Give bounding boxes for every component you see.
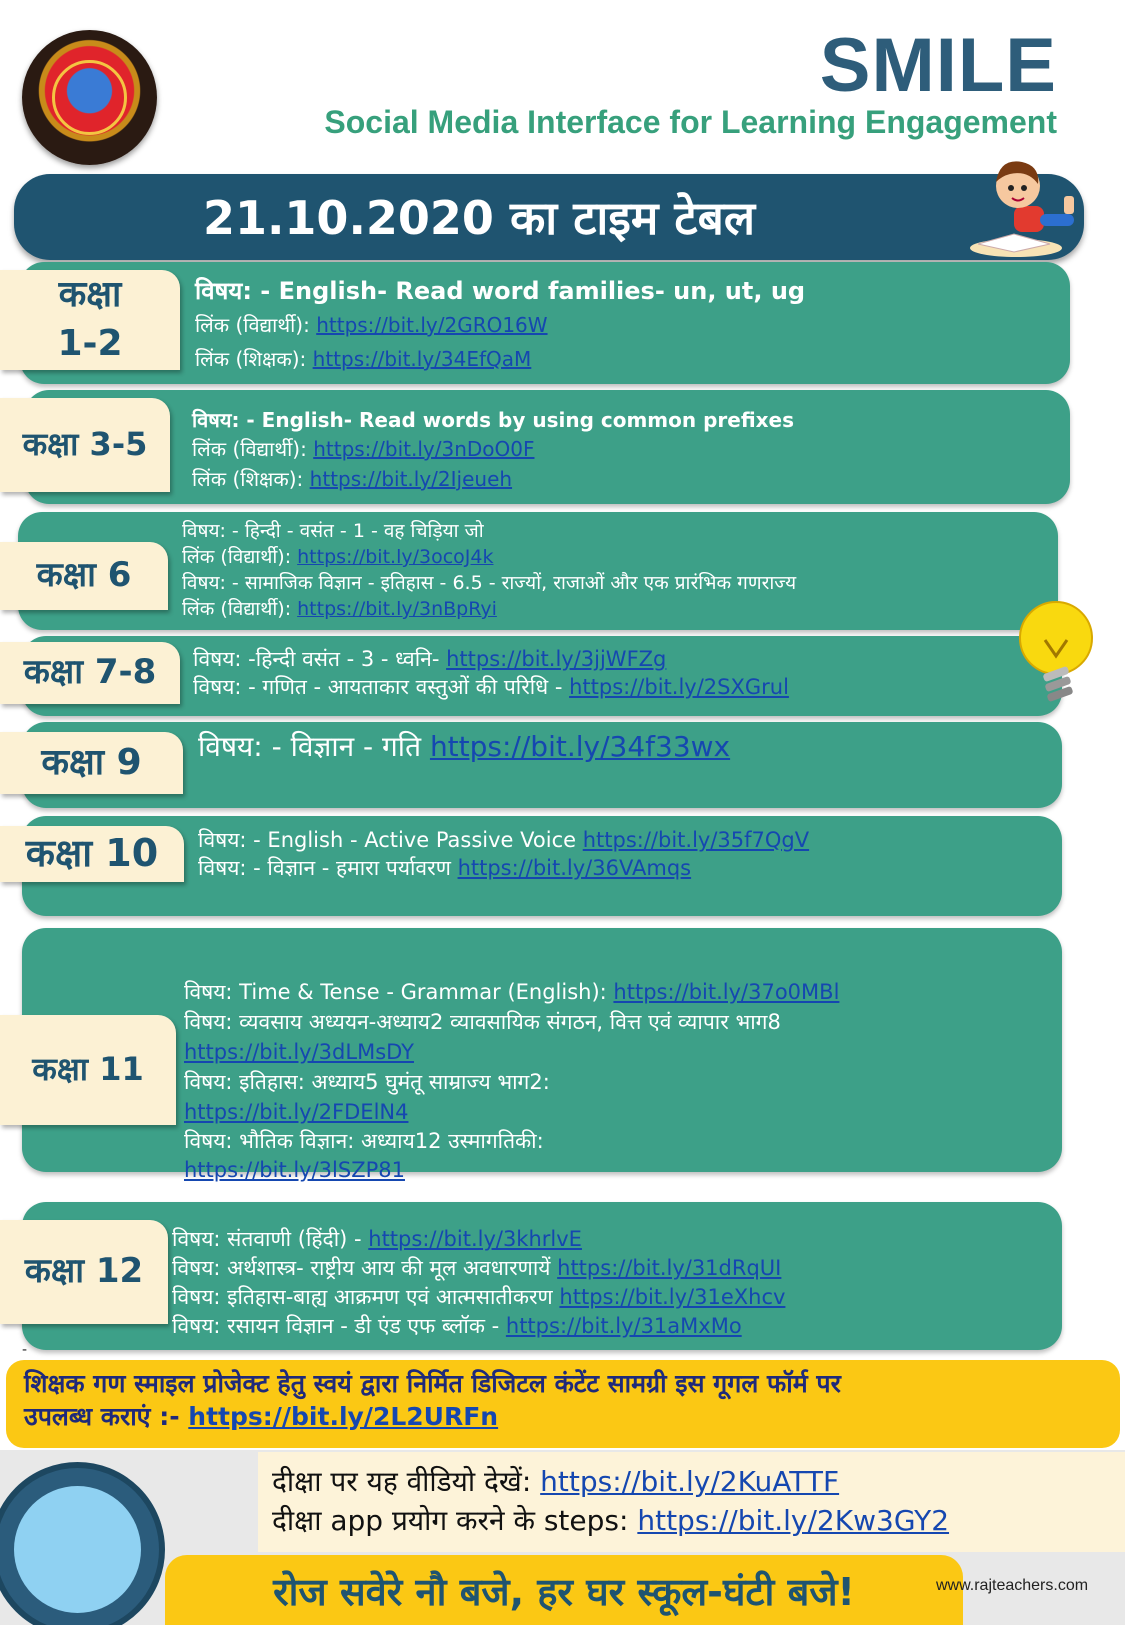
- notice-form-link[interactable]: https://bit.ly/2L2URFn: [188, 1401, 499, 1431]
- subject-line: [172, 1283, 785, 1312]
- class-badge-label: 1-2: [57, 323, 123, 364]
- class-badge-label: कक्षा 12: [24, 1251, 144, 1292]
- class-subject-lines: [198, 730, 730, 764]
- subject-line: [195, 274, 805, 308]
- subject-text: लिंक (विद्यार्थी):: [182, 598, 298, 620]
- subject-line: [192, 464, 794, 494]
- timetable-title: 21.10.2020 का टाइम टेबल: [202, 191, 756, 245]
- subject-line: [195, 342, 805, 376]
- subject-line: [184, 1127, 839, 1156]
- class-badge-label: कक्षा 10: [25, 831, 159, 876]
- subject-text: लिंक (विद्यार्थी):: [182, 546, 298, 568]
- teacher-notice: [6, 1360, 1120, 1448]
- subject-text: विषय: - गणित - आयताकार वस्तुओं की परिधि -: [193, 675, 570, 699]
- subject-link[interactable]: https://bit.ly/3lSZP81: [184, 1158, 405, 1182]
- smile-subtitle: Social Media Interface for Learning Engagement: [324, 104, 1057, 140]
- subject-line: [182, 544, 796, 570]
- timetable-header: [14, 174, 1084, 260]
- subject-line: [184, 978, 839, 1007]
- subject-line: [192, 406, 794, 434]
- class-badge-label: कक्षा 7-8: [23, 652, 157, 693]
- subject-link[interactable]: https://bit.ly/3dLMsDY: [184, 1040, 414, 1064]
- subject-text: विषय: रसायन विज्ञान - डी एंड एफ ब्लॉक -: [172, 1314, 506, 1338]
- diksha-steps-link[interactable]: https://bit.ly/2Kw3GY2: [637, 1504, 950, 1538]
- diksha-links: [258, 1452, 1125, 1552]
- class-badge: [0, 826, 184, 882]
- class-badge: [0, 398, 170, 492]
- subject-line: [184, 1038, 839, 1067]
- subject-line: [184, 1007, 839, 1038]
- subject-text: विषय: अर्थशास्त्र- राष्ट्रीय आय की मूल अवधारणायें: [172, 1256, 558, 1280]
- subject-text: विषय: - सामाजिक विज्ञान - इतिहास - 6.5 - राज्यों, राजाओं और एक प्रारंभिक गणराज्य: [182, 572, 797, 594]
- subject-line: [172, 1254, 785, 1283]
- subject-link[interactable]: https://bit.ly/37o0MBl: [613, 980, 840, 1004]
- subject-line: [198, 826, 809, 854]
- class-subject-lines: [193, 645, 789, 701]
- subject-line: [172, 1225, 785, 1254]
- subject-link[interactable]: https://bit.ly/3ocoJ4k: [297, 546, 494, 568]
- subject-link[interactable]: https://bit.ly/34EfQaM: [312, 347, 532, 371]
- class-badge-label: कक्षा 3-5: [22, 425, 148, 464]
- subject-link[interactable]: https://bit.ly/3nBpRyi: [297, 598, 497, 620]
- subject-link[interactable]: https://bit.ly/2GRO16W: [316, 313, 548, 337]
- lightbulb-icon: [1015, 598, 1097, 708]
- subject-text: लिंक (विद्यार्थी):: [195, 313, 317, 337]
- class-badge: [0, 542, 168, 610]
- class-badge: [0, 270, 180, 370]
- class-badge-label: कक्षा 11: [32, 1050, 144, 1089]
- class-subject-lines: [195, 274, 805, 376]
- subject-link[interactable]: https://bit.ly/3khrlvE: [368, 1227, 582, 1251]
- class-badge-label: कक्षा: [58, 274, 122, 316]
- subject-text: विषय: संतवाणी (हिंदी) -: [172, 1227, 369, 1251]
- subject-text: विषय: इतिहास-बाह्य आक्रमण एवं आत्मसातीकरण: [172, 1285, 560, 1309]
- subject-link[interactable]: https://bit.ly/36VAmqs: [457, 856, 692, 880]
- subject-text: विषय: इतिहास: अध्याय5 घुमंतू साम्राज्य भाग2:: [184, 1070, 550, 1094]
- subject-link[interactable]: https://bit.ly/35f7QgV: [582, 828, 810, 852]
- site-url: www.rajteachers.com: [936, 1577, 1089, 1594]
- subject-text: विषय: -हिन्दी वसंत - 3 - ध्वनि-: [193, 647, 447, 671]
- class-badge-label: कक्षा 6: [36, 555, 132, 596]
- subject-link[interactable]: https://bit.ly/34f33wx: [429, 730, 731, 763]
- subject-text: विषय: भौतिक विज्ञान: अध्याय12 उस्मागतिकी:: [184, 1129, 544, 1153]
- subject-link[interactable]: https://bit.ly/31dRqUI: [557, 1256, 782, 1280]
- subject-line: [198, 730, 730, 764]
- class-subject-lines: [182, 518, 796, 622]
- footer-banner: रोज सवेरे नौ बजे, हर घर स्कूल-घंटी बजे!: [165, 1555, 963, 1625]
- subject-link[interactable]: https://bit.ly/3nDoO0F: [313, 437, 535, 461]
- subject-text: विषय: - English- Read word families- un, ut, ug: [195, 277, 806, 305]
- diksha-video-line: दीक्षा पर यह वीडियो देखें: https://bit.ly/2KuATTF: [272, 1465, 840, 1498]
- class-badge: [0, 732, 183, 794]
- subject-line: [182, 596, 796, 622]
- subject-line: [172, 1312, 785, 1341]
- subject-link[interactable]: https://bit.ly/2Ijeueh: [309, 467, 513, 491]
- subject-line: [193, 673, 789, 701]
- subject-link[interactable]: https://bit.ly/2SXGrul: [569, 675, 789, 699]
- class-badge: [0, 1220, 168, 1324]
- subject-line: [184, 1156, 839, 1185]
- class-badge: [0, 1015, 176, 1125]
- education-department-logo: [22, 30, 157, 165]
- subject-text: विषय: - विज्ञान - गति: [198, 730, 430, 763]
- class-subject-lines: [184, 978, 839, 1185]
- subject-line: [184, 1067, 839, 1098]
- reading-kid-illustration: [966, 148, 1081, 260]
- notice-line-1: शिक्षक गण स्माइल प्रोजेक्ट हेतु स्वयं द्वारा निर्मित डिजिटल कंटेंट सामग्री इस गूगल फॉर्म पर: [24, 1369, 841, 1398]
- subject-text: लिंक (शिक्षक):: [195, 347, 313, 371]
- class-badge-label: कक्षा 9: [41, 741, 142, 783]
- class-subject-lines: [192, 406, 794, 494]
- subject-text: लिंक (विद्यार्थी):: [192, 437, 314, 461]
- subject-line: [182, 570, 796, 596]
- diksha-steps-line: दीक्षा app प्रयोग करने के steps: https://bit.ly/2Kw3GY2: [272, 1504, 950, 1538]
- subject-text: विषय: Time & Tense - Grammar (English):: [184, 980, 614, 1004]
- subject-text: विषय: - हिन्दी - वसंत - 1 - वह चिड़िया जो: [182, 520, 484, 542]
- subject-link[interactable]: https://bit.ly/31aMxMo: [505, 1314, 742, 1338]
- subject-link[interactable]: https://bit.ly/3jjWFZg: [446, 647, 667, 671]
- subject-text: लिंक (शिक्षक):: [192, 467, 310, 491]
- subject-text: विषय: - English - Active Passive Voice: [198, 828, 583, 852]
- diksha-video-link[interactable]: https://bit.ly/2KuATTF: [540, 1465, 840, 1498]
- class-subject-lines: [198, 826, 809, 882]
- subject-line: [198, 854, 809, 882]
- subject-line: [193, 645, 789, 673]
- subject-link[interactable]: https://bit.ly/31eXhcv: [559, 1285, 786, 1309]
- subject-line: [192, 434, 794, 464]
- subject-link[interactable]: https://bit.ly/2FDElN4: [184, 1100, 409, 1124]
- subject-text: विषय: व्यवसाय अध्ययन-अध्याय2 व्यावसायिक संगठन, वित्त एवं व्यापार भाग8: [184, 1010, 781, 1034]
- subject-line: [184, 1098, 839, 1127]
- class-badge: [0, 642, 180, 704]
- subject-text: विषय: - विज्ञान - हमारा पर्यावरण: [198, 856, 458, 880]
- class-subject-lines: [172, 1225, 785, 1341]
- separator-mark: -: [22, 1342, 28, 1358]
- subject-line: [182, 518, 796, 544]
- subject-line: [195, 308, 805, 342]
- smile-title: SMILE: [819, 23, 1057, 108]
- notice-line-2: उपलब्ध कराएं :- https://bit.ly/2L2URFn: [24, 1401, 499, 1431]
- subject-text: विषय: - English- Read words by using common prefixes: [192, 408, 795, 432]
